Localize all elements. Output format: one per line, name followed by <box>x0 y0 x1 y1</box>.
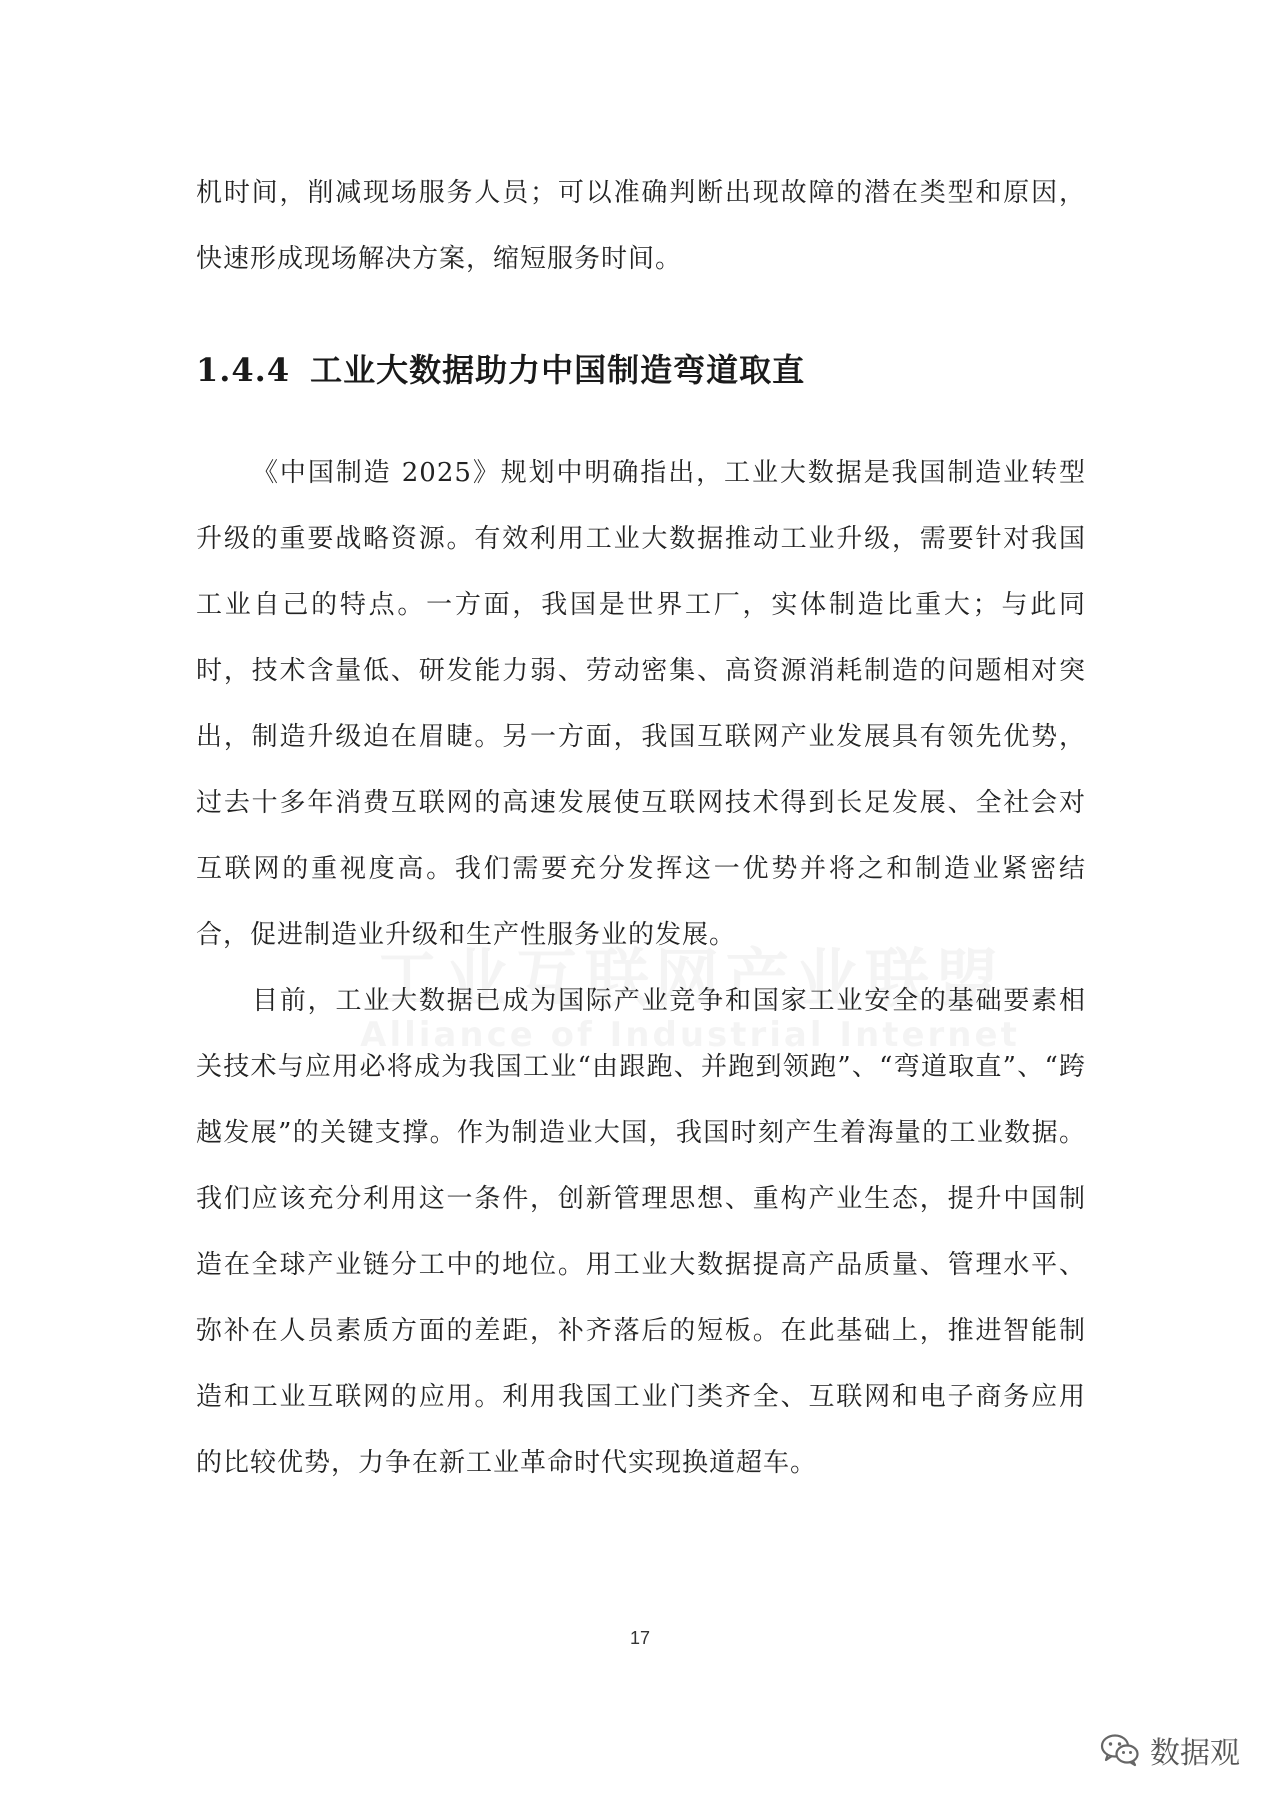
brand-signature <box>1100 1728 1240 1772</box>
section-title: 工业大数据助力中国制造弯道取直 <box>310 351 806 389</box>
paragraph-2: 目前，工业大数据已成为国际产业竞争和国家工业安全的基础要素相关技术与应用必将成为我国工业“由跟跑、并跑到领跑”、“弯道取直”、“跨越发展”的关键支撑。作为制造业大国，我国时刻产生着海量的工业数据。我们应该充分利用这一条件，创新管理思想、重构产业生态，提升中国制造在全球产业链分工中的地位。用工业大数据提高产品质量、管理水平、弥补在人员素质方面的差距，补齐落后的短板。在此基础上，推进智能制造和工业互联网的应用。利用我国工业门类齐全、互联网和电子商务应用的比较优势，力争在新工业革命时代实现换道超车。 <box>196 986 1086 1478</box>
page-content <box>196 160 1086 1496</box>
section-heading <box>196 348 1086 392</box>
wechat-icon <box>1100 1733 1140 1767</box>
paragraph-continued: 机时间，削减现场服务人员；可以准确判断出现故障的潜在类型和原因，快速形成现场解决方案，缩短服务时间。 <box>196 178 1086 274</box>
section-number: 1.4.4 <box>196 351 291 389</box>
brand-name: 数据观 <box>1150 1736 1240 1771</box>
paragraph-1: 《中国制造 2025》规划中明确指出，工业大数据是我国制造业转型升级的重要战略资源。有效利用工业大数据推动工业升级，需要针对我国工业自己的特点。一方面，我国是世界工厂，实体制造比重大；与此同时，技术含量低、研发能力弱、劳动密集、高资源消耗制造的问题相对突出，制造升级迫在眉睫。另一方面，我国互联网产业发展具有领先优势，过去十多年消费互联网的高速发展使互联网技术得到长足发展、全社会对互联网的重视度高。我们需要充分发挥这一优势并将之和制造业紧密结合，促进制造业升级和生产性服务业的发展。 <box>196 458 1086 950</box>
page-number: 17 <box>629 1628 651 1648</box>
